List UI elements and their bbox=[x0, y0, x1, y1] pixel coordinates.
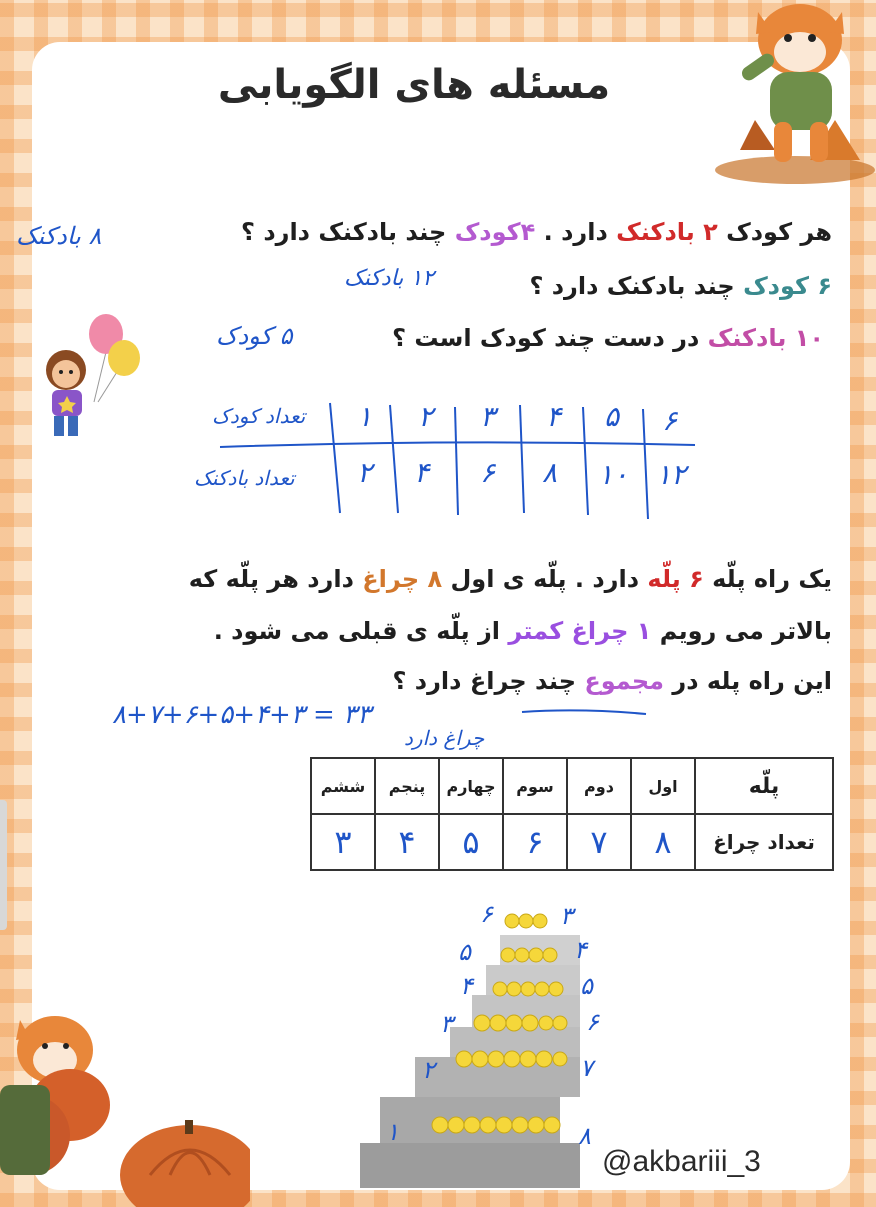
kid-with-balloons-illustration bbox=[36, 312, 146, 442]
hand-cell-r2-5: ۱۰ bbox=[598, 458, 629, 491]
hand-sum-unit: چراغ دارد bbox=[404, 726, 485, 750]
stair-right-3: ۳ bbox=[560, 902, 573, 930]
table-cell-step-3: سوم bbox=[503, 758, 567, 814]
problem1-line1 bbox=[241, 218, 832, 246]
hand-cell-r1-6: ۶ bbox=[662, 404, 678, 437]
p2-line2-b: از پلّه ی قبلی می شود . bbox=[213, 617, 509, 645]
hand-cell-r1-2: ۲ bbox=[418, 400, 434, 433]
table-row bbox=[311, 758, 833, 814]
table-cell-count-3: ۶ bbox=[503, 814, 567, 870]
answer-1: ۸ بادکنک bbox=[16, 222, 102, 250]
p1-line2-text: چند بادکنک دارد ؟ bbox=[529, 272, 744, 300]
page-title: مسئله های الگویابی bbox=[217, 62, 611, 108]
p2-line2-a: بالاتر می رویم bbox=[651, 617, 832, 645]
underline-mark bbox=[520, 706, 650, 718]
p1-text-c: چند بادکنک دارد ؟ bbox=[241, 218, 455, 246]
stair-left-6: ۶ bbox=[480, 900, 493, 928]
table-cell-step-6: ششم bbox=[311, 758, 375, 814]
hand-cell-r2-4: ۸ bbox=[542, 456, 558, 489]
stair-right-8: ۸ bbox=[578, 1122, 591, 1150]
p2-total: مجموع bbox=[584, 667, 665, 695]
p1-word-balloon: بادکنک bbox=[616, 218, 704, 246]
lamp-count-table bbox=[310, 757, 834, 871]
stair-left-1: ۱ bbox=[386, 1118, 399, 1146]
hand-cell-r1-3: ۳ bbox=[480, 400, 496, 433]
problem2-line3 bbox=[393, 667, 832, 695]
hand-cell-r1-5: ۵ bbox=[604, 400, 620, 433]
problem2-line1 bbox=[189, 565, 832, 593]
p2-eight-lamps: ۸ چراغ bbox=[362, 565, 443, 593]
hand-cell-r1-4: ۴ bbox=[546, 400, 562, 433]
answer-2: ۱۲ بادکنک bbox=[344, 266, 435, 291]
stair-left-4: ۴ bbox=[460, 972, 473, 1000]
p1-ten-balloons: ۱۰ بادکنک bbox=[707, 324, 824, 352]
stair-left-3: ۳ bbox=[440, 1010, 453, 1038]
table-header-step: پلّه bbox=[695, 758, 833, 814]
hand-cell-r1-1: ۱ bbox=[357, 400, 373, 433]
p2-one: ۱ bbox=[636, 617, 652, 645]
stair-right-5: ۵ bbox=[580, 972, 593, 1000]
p1-text-b: دارد . bbox=[535, 218, 617, 246]
hand-cell-r2-3: ۶ bbox=[480, 456, 496, 489]
stair-left-5: ۵ bbox=[458, 938, 471, 966]
stair-right-4: ۴ bbox=[574, 936, 587, 964]
side-scroll-tab[interactable] bbox=[0, 800, 7, 930]
hand-table-row2-label: تعداد بادکنک bbox=[194, 466, 295, 490]
hand-cell-r2-2: ۴ bbox=[414, 456, 430, 489]
table-cell-step-2: دوم bbox=[567, 758, 631, 814]
problem1-line2 bbox=[529, 272, 832, 300]
table-cell-step-1: اول bbox=[631, 758, 695, 814]
p2-text-c: دارد هر پلّه که bbox=[188, 565, 363, 593]
table-cell-step-4: چهارم bbox=[439, 758, 503, 814]
problem1-line3 bbox=[392, 324, 824, 352]
problem2-line2 bbox=[214, 617, 832, 645]
p2-six-steps: ۶ پلّه bbox=[647, 565, 704, 593]
p1-text-a: هر کودک bbox=[717, 218, 832, 246]
staircase-with-lamps-illustration bbox=[360, 905, 590, 1190]
p2-lamp-less: چراغ کمتر bbox=[508, 617, 637, 645]
answer-3: ۵ کودک bbox=[216, 322, 293, 350]
table-cell-count-6: ۳ bbox=[311, 814, 375, 870]
stair-right-6: ۶ bbox=[586, 1008, 599, 1036]
p1-num-four-kids: ۴کودک bbox=[454, 218, 536, 246]
hand-sum-equation: ۸+۷+۶+۵+۴+۳ = ۳۳ bbox=[112, 700, 371, 730]
fox-with-pumpkins-illustration bbox=[0, 960, 250, 1207]
table-header-lamp-count: تعداد چراغ bbox=[695, 814, 833, 870]
hand-table-row1-label: تعداد کودک bbox=[212, 404, 306, 428]
table-row bbox=[311, 814, 833, 870]
table-cell-count-1: ۸ bbox=[631, 814, 695, 870]
table-cell-count-5: ۴ bbox=[375, 814, 439, 870]
p2-line3-b: چند چراغ دارد ؟ bbox=[392, 667, 585, 695]
p2-line3-a: این راه پله در bbox=[664, 667, 832, 695]
hand-cell-r2-6: ۱۲ bbox=[656, 458, 687, 491]
table-cell-count-2: ۷ bbox=[567, 814, 631, 870]
hand-cell-r2-1: ۲ bbox=[357, 456, 373, 489]
table-cell-step-5: پنجم bbox=[375, 758, 439, 814]
author-handle-watermark: @akbariii_3 bbox=[602, 1145, 761, 1178]
stair-left-2: ۲ bbox=[422, 1056, 435, 1084]
p2-text-b: دارد . پلّه ی اول bbox=[442, 565, 648, 593]
table-cell-count-4: ۵ bbox=[439, 814, 503, 870]
p1-six-kids: ۶ کودک bbox=[743, 272, 832, 300]
p2-text-a: یک راه پلّه bbox=[703, 565, 832, 593]
p1-num-two: ۲ bbox=[703, 218, 718, 246]
p1-line3-text: در دست چند کودک است ؟ bbox=[392, 324, 708, 352]
stair-right-7: ۷ bbox=[580, 1054, 593, 1082]
